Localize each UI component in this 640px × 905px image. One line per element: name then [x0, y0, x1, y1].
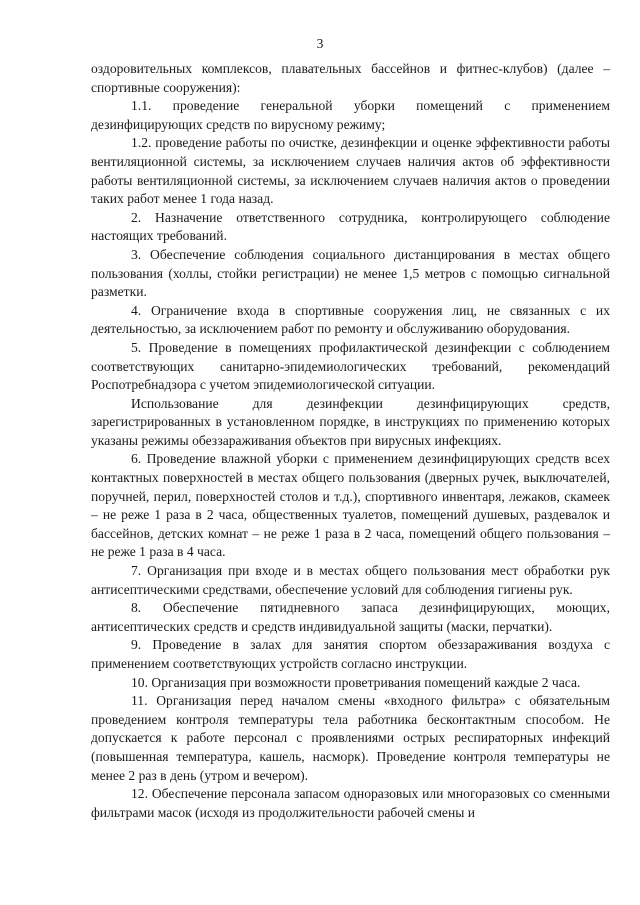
paragraph: 2. Назначение ответственного сотрудника, контролирующего соблюдение настоящих требований.	[91, 209, 610, 244]
paragraph: 11. Организация перед началом смены «входного фильтра» с обязательным проведением контроля температуры тела работника бесконтактным способом. Не допускается к работе персонал с проявлениями острых респираторных инфекций (повышенная температура, кашель, насморк). Проведение контроля температуры не менее 2 раз в день (утром и вечером).	[91, 693, 610, 783]
paragraph: 3. Обеспечение соблюдения социального дистанцирования в местах общего пользования (холлы, стойки регистрации) не менее 1,5 метров с помощью сигнальной разметки.	[91, 246, 610, 300]
paragraph: 7. Организация при входе и в местах общего пользования мест обработки рук антисептическими средствами, обеспечение условий для соблюдения гигиены рук.	[91, 563, 610, 597]
paragraph: 8. Обеспечение пятидневного запаса дезинфицирующих, моющих, антисептических средств и средств индивидуальной защиты (маски, перчатки).	[91, 600, 610, 634]
paragraph: 5. Проведение в помещениях профилактической дезинфекции с соблюдением соответствующих санитарно-эпидемиологических требований, рекомендаций Роспотребнадзора с учетом эпидемиологической ситуации.	[91, 339, 610, 393]
paragraph: 12. Обеспечение персонала запасом одноразовых или многоразовых со сменными фильтрами масок (исходя из продолжительности рабочей смены и	[91, 786, 610, 820]
paragraph: 1.1. проведение генеральной уборки помещений с применением дезинфицирующих средств по вирусному режиму;	[91, 98, 610, 132]
paragraph: Использование для дезинфекции дезинфицирующих средств, зарегистрированных в установленном порядке, в инструкциях по применению которых указаны режимы обеззараживания объектов при вирусных инфекциях.	[91, 395, 610, 448]
paragraph: 10. Организация при возможности проветривания помещений каждые 2 часа.	[131, 674, 581, 690]
paragraph: 9. Проведение в залах для занятия спортом обеззараживания воздуха с применением соответствующих устройств согласно инструкции.	[91, 637, 610, 671]
paragraph: 1.2. проведение работы по очистке, дезинфекции и оценке эффективности работы вентиляционной системы, за исключением случаев наличия актов об эффективности работы вентиляционной системы, за исключением случаев наличия актов о проведении таких работ менее 1 года назад.	[91, 135, 610, 207]
paragraph: 6. Проведение влажной уборки с применением дезинфицирующих средств всех контактных поверхностей в местах общего пользования (дверных ручек, выключателей, поручней, перил, поверхностей столов и т.д.), спортивного инвентаря, лежаков, скамеек – не реже 1 раза в 2 часа, общественных туалетов, помещений душевых, раздевалок и бассейнов, детских комнат – не реже 1 раза в 2 часа, помещений общего пользования – не реже 1 раза в 4 часа.	[91, 451, 610, 560]
paragraph: 4. Ограничение входа в спортивные сооружения лиц, не связанных с их деятельностью, за исключением работ по ремонту и обслуживанию оборудования.	[91, 302, 610, 337]
page-number: 3	[316, 36, 324, 51]
paragraph: оздоровительных комплексов, плавательных бассейнов и фитнес-клубов) (далее – спортивные сооружения):	[91, 61, 610, 95]
document-body	[91, 60, 610, 822]
